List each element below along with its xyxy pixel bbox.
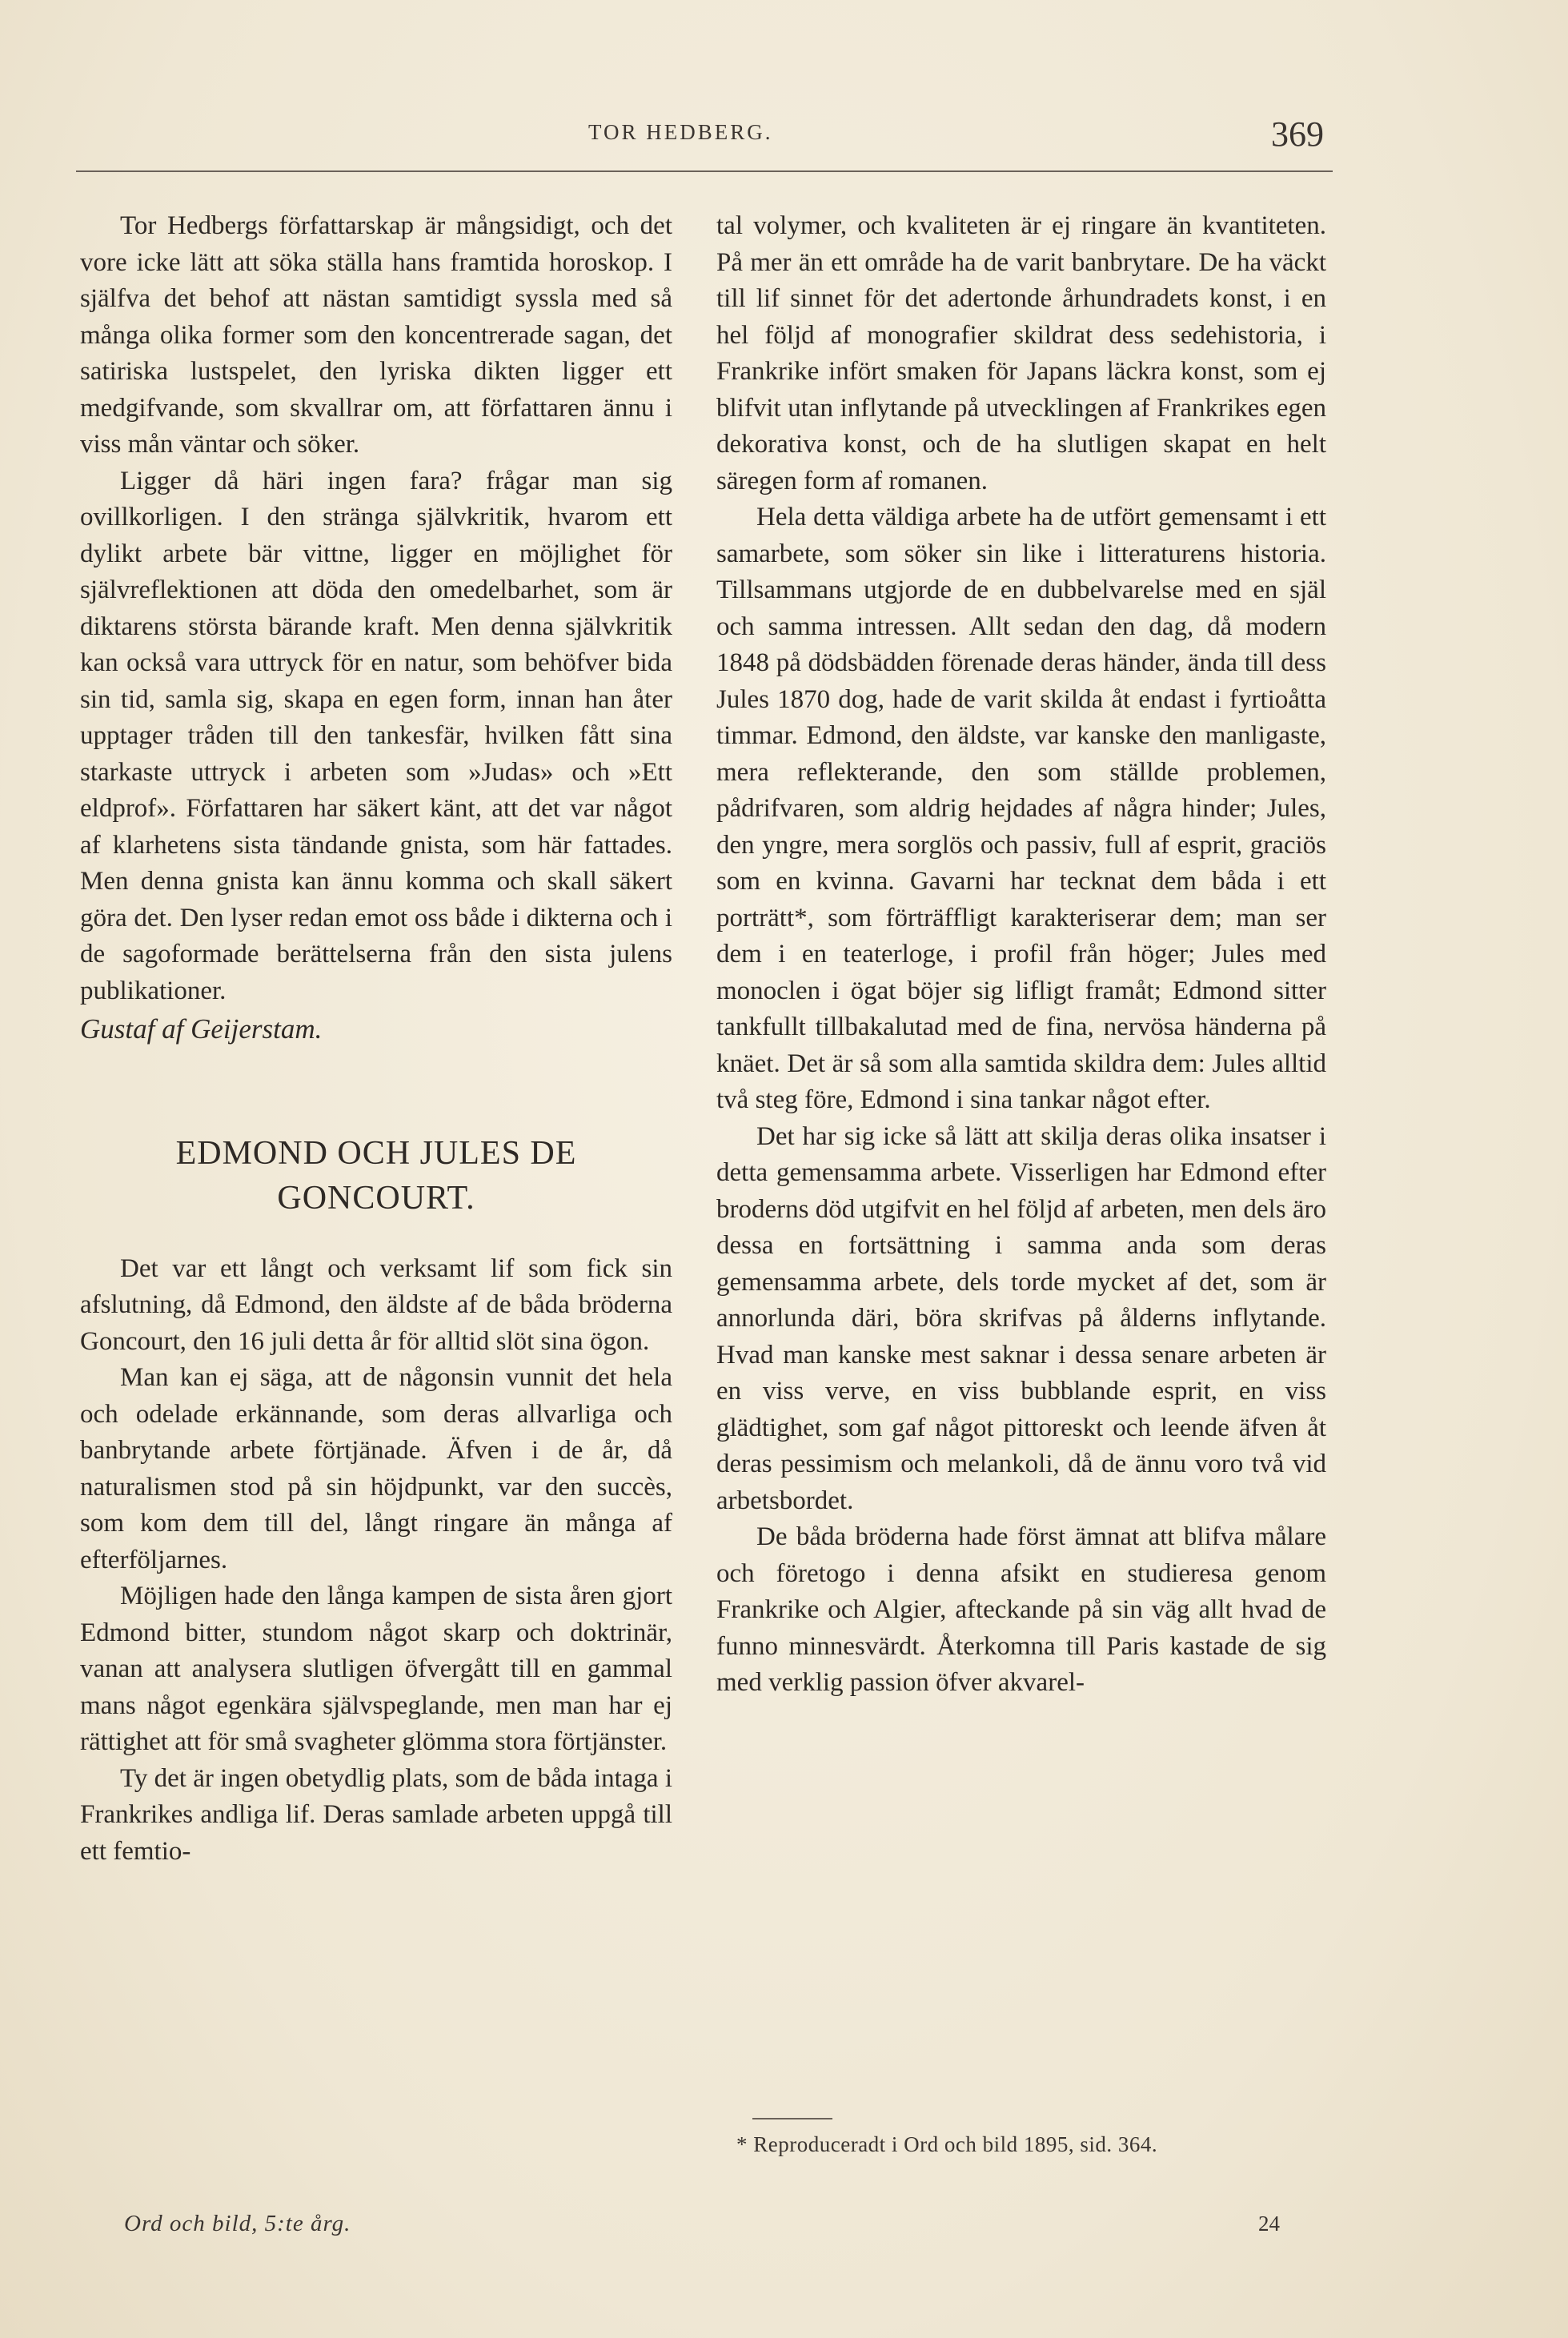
header-rule xyxy=(76,170,1333,172)
paragraph: Ty det är ingen obetydlig plats, som de båda intaga i Frankrikes andliga lif. Deras samlade arbeten uppgå till ett femtio- xyxy=(80,1763,672,1866)
article-title-line: GONCOURT. xyxy=(277,1179,475,1217)
footnote: * Reproduceradt i Ord och bild 1895, sid. 364. xyxy=(736,2132,1158,2156)
paragraph: tal volymer, och kvaliteten är ej ringare än kvantiteten. På mer än ett område ha de varit banbrytare. De ha väckt till lif sinnet för det adertonde århundradets konst, i en hel följd af monografier skildrat dess sedehistoria, i Frankrike infört smaken för Japans läckra konst, som ej blifvit utan inflytande på utvecklingen af Frankrikes egen dekorativa konst, och de ha slutligen skapat en helt säregen form af romanen. xyxy=(716,211,1326,495)
paragraph: Det har sig icke så lätt att skilja deras olika insatser i detta gemensamma arbete. Visserligen har Edmond efter broderns död utgifvit en hel följd af arbeten, men dels äro dessa en fortsättning i samma anda som deras gemensamma arbete, dels torde mycket af det, som är annorlunda däri, böra skrifvas på ålderns inflytande. Hvad man kanske mest saknar i dessa senare arbeten är en viss verve, en viss bubblande esprit, en viss glädtighet, som gaf något pittoreskt och leende äfven åt deras pessimism och melankoli, då de ännu voro två vid arbetsbordet. xyxy=(716,1121,1326,1515)
paragraph: Ligger då häri ingen fara? frågar man sig ovillkorligen. I den stränga självkritik, hvarom ett dylikt arbete bär vittne, ligger en möjlighet för självreflektionen att döda den omedelbarhet, som är diktarens största bärande kraft. Men denna självkritik kan också vara uttryck för en natur, som behöfver bida sin tid, samla sig, skapa en egen form, innan han åter upptager tråden till den tankesfär, hvilken fått sina starkaste uttryck i arbeten som »Judas» och »Ett eldprof». Författaren har säkert känt, att det var något af klarhetens sista tändande gnista, som här fattades. Men denna gnista kan ännu komma och skall säkert göra det. Den lyser redan emot oss både i dikterna och i de sagoformade berättelserna från den sista julens publikationer. xyxy=(80,466,672,1005)
publication-footer: Ord och bild, 5:te årg. xyxy=(124,2211,351,2236)
signature-mark: 24 xyxy=(1258,2212,1280,2236)
author-signature: Gustaf af Geijerstam. xyxy=(80,1013,323,1045)
paragraph: Hela detta väldiga arbete ha de utfört gemensamt i ett samarbete, som söker sin like i litteraturens historia. Tillsammans utgjorde de en dubbelvarelse med en själ och samma intressen. Allt sedan den dag, då modern 1848 på dödsbädden förenade deras händer, ända till dess Jules 1870 dog, hade de varit skilda åt endast i fyrtioåtta timmar. Edmond, den äldste, var kanske den manligaste, mera reflekterande, den som ställde problemen, pådrifvaren, som aldrig hejdades af några hinder; Jules, den yngre, mera sorglös och passiv, full af esprit, graciös som en kvinna. Gavarni har tecknat dem båda i ett porträtt*, som förträffligt karakteriserar dem; man ser dem i en teaterloge, i profil från höger; Jules med monoclen i ögat böjer sig lifligt framåt; Edmond sitter tankfullt tillbakalutad med de fina, nervösa händerna på knäet. Det är så som alla samtida skildra dem: Jules alltid två steg före, Edmond i sina tankar något efter. xyxy=(716,503,1326,1114)
paragraph: Tor Hedbergs författarskap är mångsidigt, och det vore icke lätt att söka ställa hans framtida horoskop. I själfva det behof att nästan samtidigt syssla med så många olika former som den koncentrerade sagan, det satiriska lustspelet, den lyriska dikten ligger ett medgifvande, som skvallrar om, att författaren ännu i viss mån väntar och söker. xyxy=(80,211,672,459)
article-title-line: EDMOND OCH JULES DE xyxy=(175,1134,577,1172)
right-column xyxy=(716,208,1326,1702)
page-number: 369 xyxy=(1271,114,1324,154)
paragraph: Möjligen hade den långa kampen de sista åren gjort Edmond bitter, stundom något skarp och doktrinär, vanan att analysera slutligen öfvergått till en gammal mans något egenkära självspeglande, men man har ej rättighet att för små svagheter glömma stora förtjänster. xyxy=(80,1582,672,1756)
paragraph: Man kan ej säga, att de någonsin vunnit det hela och odelade erkännande, som deras allvarliga och banbrytande arbete förtjänade. Äfven i de år, då naturalismen stod på sin höjdpunkt, var den succès, som kom dem till del, långt ringare än många af efterföljarnes. xyxy=(80,1363,672,1574)
paragraph: Det var ett långt och verksamt lif som fick sin afslutning, då Edmond, den äldste af de båda bröderna Goncourt, den 16 juli detta år för alltid slöt sina ögon. xyxy=(80,1253,672,1356)
paragraph: De båda bröderna hade först ämnat att blifva målare och företogo i denna afsikt en studieresa genom Frankrike och Algier, afteckande på sin väg allt hvad de funno minnesvärdt. Återkomna till Paris kastade de sig med verklig passion öfver akvarel- xyxy=(716,1522,1326,1697)
left-column xyxy=(80,208,672,1870)
running-title: TOR HEDBERG. xyxy=(588,120,773,144)
footnote-rule xyxy=(752,2118,832,2119)
article-title xyxy=(80,1131,672,1221)
